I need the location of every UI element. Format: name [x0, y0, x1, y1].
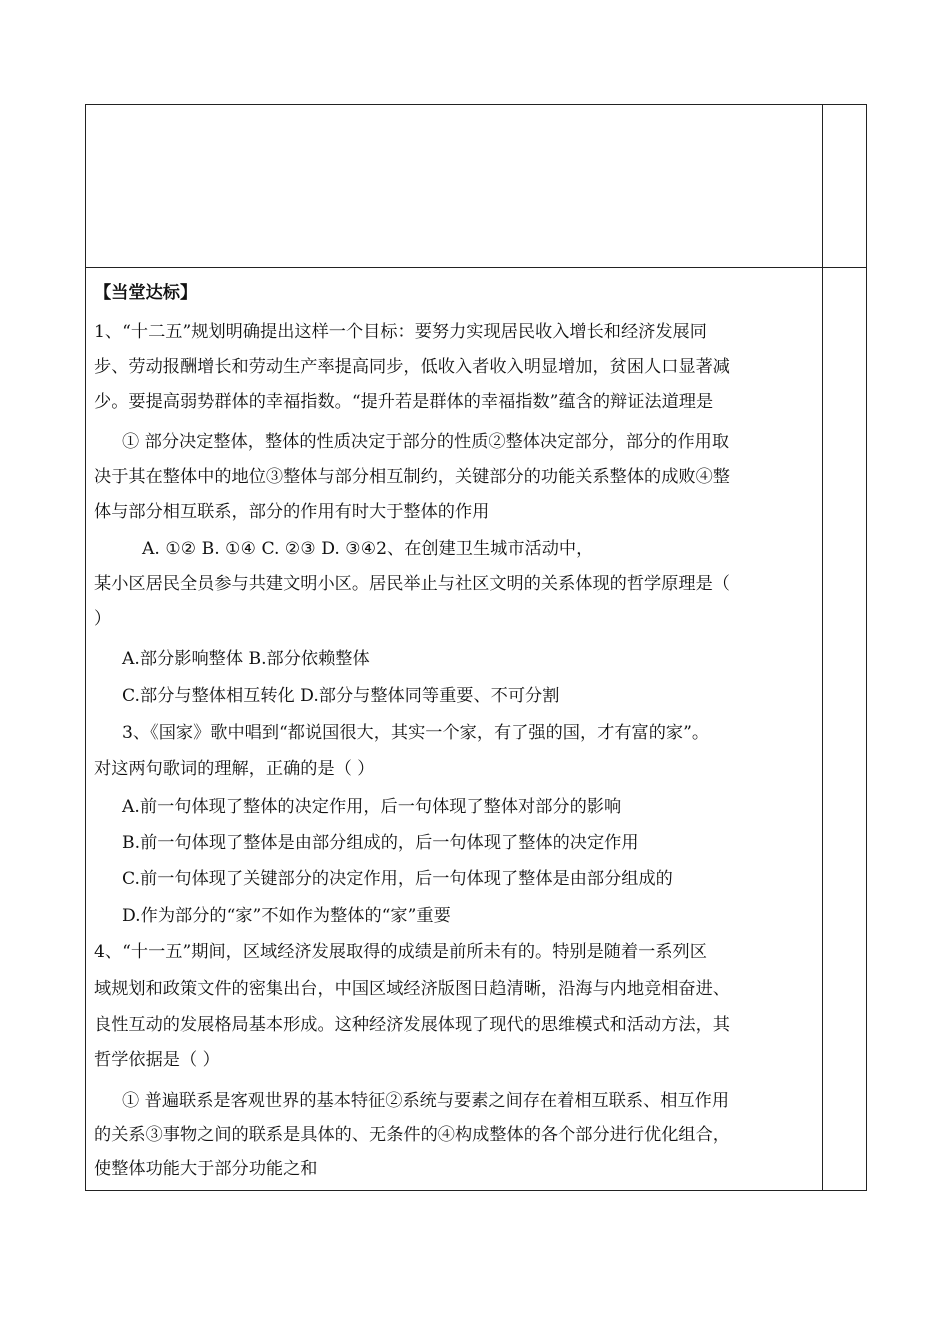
- question-1-line-2: 步、劳动报酬增长和劳动生产率提高同步，低收入者收入明显增加，贫困人口显著减: [94, 357, 730, 377]
- section-title: 【当堂达标】: [94, 283, 198, 303]
- question-4-line-1: 4、“十一五”期间，区域经济发展取得的成绩是前所未有的。特别是随着一系列区: [94, 942, 707, 962]
- table-row-blank: [86, 105, 867, 268]
- question-3-line-2: 对这两句歌词的理解，正确的是（ ）: [94, 759, 375, 779]
- exercise-content: [86, 268, 823, 1190]
- table-row-exercises: [86, 268, 867, 1191]
- question-2-line-3: ）: [94, 609, 112, 629]
- side-cell: [823, 268, 867, 1191]
- question-4-line-4: 哲学依据是（ ）: [94, 1050, 220, 1070]
- blank-side-cell: [823, 105, 867, 268]
- question-4-option-line-3: 使整体功能大于部分功能之和: [94, 1159, 318, 1179]
- question-4-option-line-1: ① 普遍联系是客观世界的基本特征②系统与要素之间存在着相互联系、相互作用: [122, 1091, 730, 1111]
- question-1-answers-and-question-2: A. ①② B. ①④ C. ②③ D. ③④2、在创建卫生城市活动中，: [142, 539, 594, 559]
- question-1-option-line-1: ① 部分决定整体，整体的性质决定于部分的性质②整体决定部分，部分的作用取: [122, 432, 730, 452]
- question-1-option-line-2: 决于其在整体中的地位③整体与部分相互制约，关键部分的功能关系整体的成败④整: [94, 467, 730, 487]
- question-2-line-2: 某小区居民全员参与共建文明小区。居民举止与社区文明的关系体现的哲学原理是（: [94, 574, 730, 594]
- question-4-option-line-2: 的关系③事物之间的联系是具体的、无条件的④构成整体的各个部分进行优化组合，: [94, 1125, 730, 1145]
- question-4-line-3: 良性互动的发展格局基本形成。这种经济发展体现了现代的思维模式和活动方法，其: [94, 1015, 730, 1035]
- question-1-line-1: 1、“十二五”规划明确提出这样一个目标：要努力实现居民收入增长和经济发展同: [94, 322, 707, 342]
- question-3-option-a: A.前一句体现了整体的决定作用，后一句体现了整体对部分的影响: [122, 797, 622, 817]
- question-1-option-line-3: 体与部分相互联系，部分的作用有时大于整体的作用: [94, 502, 490, 522]
- question-2-options-ab: A.部分影响整体 B.部分依赖整体: [122, 649, 370, 669]
- blank-main-cell: [86, 105, 823, 268]
- question-3-option-d: D.作为部分的“家”不如作为整体的“家”重要: [122, 906, 451, 926]
- worksheet-table: [85, 104, 867, 1191]
- question-4-line-2: 域规划和政策文件的密集出台，中国区域经济版图日趋清晰，沿海与内地竞相奋进、: [94, 979, 730, 999]
- question-3-line-1: 3、《国家》歌中唱到“都说国很大，其实一个家，有了强的国，才有富的家”。: [122, 723, 710, 743]
- question-2-options-cd: C.部分与整体相互转化 D.部分与整体同等重要、不可分割: [122, 686, 560, 706]
- question-1-line-3: 少。要提高弱势群体的幸福指数。“提升若是群体的幸福指数”蕴含的辩证法道理是: [94, 392, 714, 412]
- question-3-option-c: C.前一句体现了关键部分的决定作用，后一句体现了整体是由部分组成的: [122, 869, 673, 889]
- exercise-cell: [86, 268, 823, 1191]
- question-3-option-b: B.前一句体现了整体是由部分组成的，后一句体现了整体的决定作用: [122, 833, 639, 853]
